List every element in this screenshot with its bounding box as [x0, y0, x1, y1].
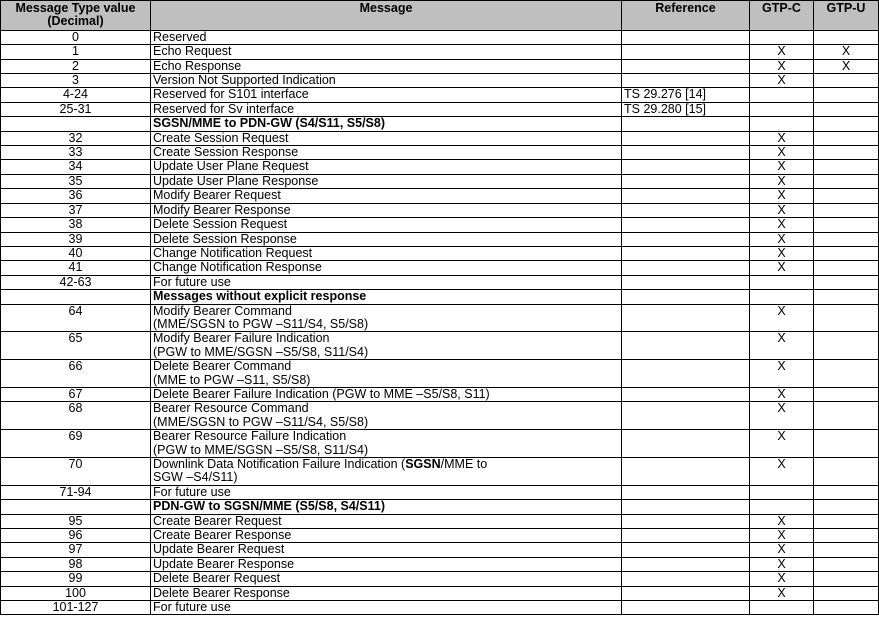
gtp-u-cell [814, 189, 879, 203]
gtp-u-cell: X [814, 45, 879, 59]
reference-cell [622, 45, 750, 59]
gtp-c-cell: X [750, 557, 814, 571]
message-type-cell: 32 [1, 131, 151, 145]
gtp-u-cell [814, 203, 879, 217]
message-cell [151, 160, 622, 174]
gtp-c-cell [750, 275, 814, 289]
message-type-cell: 33 [1, 146, 151, 160]
reference-cell [622, 160, 750, 174]
message-text: Delete Bearer Request [153, 571, 281, 586]
gtp-c-cell: X [750, 131, 814, 145]
gtp-c-cell: X [750, 59, 814, 73]
message-text-line2: SGW –S4/S11) [153, 470, 238, 485]
table-row [1, 332, 879, 360]
header-row [1, 1, 879, 31]
gtp-u-cell [814, 102, 879, 116]
gtp-u-cell [814, 232, 879, 246]
message-cell [151, 485, 622, 499]
message-type-cell: 65 [1, 332, 151, 360]
message-text: Modify Bearer Response [153, 203, 291, 217]
reference-cell [622, 360, 750, 388]
message-cell [151, 360, 622, 388]
gtp-c-cell: X [750, 146, 814, 160]
header-message: Message [151, 1, 622, 31]
message-text: /MME to [440, 457, 488, 471]
gtp-c-cell: X [750, 402, 814, 430]
reference-cell [622, 59, 750, 73]
reference-cell [622, 557, 750, 571]
message-text: Delete Session Response [153, 232, 297, 246]
header-gtp-u: GTP-U [814, 1, 879, 31]
message-text: Change Notification Response [153, 260, 322, 275]
message-type-cell: 35 [1, 174, 151, 188]
table-row [1, 387, 879, 401]
message-cell [151, 586, 622, 600]
gtp-u-cell [814, 387, 879, 401]
message-cell [151, 601, 622, 615]
message-cell [151, 304, 622, 332]
gtp-c-cell: X [750, 529, 814, 543]
table-row [1, 458, 879, 486]
gtp-c-cell: X [750, 332, 814, 360]
reference-cell [622, 572, 750, 586]
header-message-type: Message Type value (Decimal) [1, 1, 151, 31]
gtp-u-cell [814, 402, 879, 430]
gtp-u-cell [814, 586, 879, 600]
gtp-u-cell [814, 543, 879, 557]
message-text: Reserved for Sv interface [153, 102, 295, 116]
message-text: Modify Bearer Failure Indication [153, 331, 330, 346]
message-type-cell: 68 [1, 402, 151, 430]
gtp-c-cell: X [750, 458, 814, 486]
message-type-cell: 66 [1, 360, 151, 388]
section-row [1, 117, 879, 131]
message-text: Echo Request [153, 44, 232, 59]
gtp-u-cell [814, 360, 879, 388]
table-row [1, 74, 879, 88]
message-text: For future use [153, 275, 231, 289]
gtp-u-cell [814, 218, 879, 232]
message-text: Delete Bearer Command [153, 359, 292, 374]
message-text: Update User Plane Response [153, 174, 319, 188]
table-row [1, 601, 879, 615]
reference-cell [622, 261, 750, 275]
header-gtp-c: GTP-C [750, 1, 814, 31]
gtp-c-cell [750, 88, 814, 102]
message-type-cell: 67 [1, 387, 151, 401]
table-row [1, 261, 879, 275]
gtp-u-cell [814, 74, 879, 88]
message-type-cell: 42-63 [1, 275, 151, 289]
message-type-cell: 99 [1, 572, 151, 586]
table-row [1, 59, 879, 73]
gtp-c-cell: X [750, 304, 814, 332]
message-text-line2: (MME to PGW –S11, S5/S8) [153, 372, 311, 387]
message-cell [151, 30, 622, 44]
message-text: For future use [153, 600, 231, 615]
gtp-u-cell [814, 160, 879, 174]
gtp-c-cell [750, 30, 814, 44]
gtp-u-cell [814, 275, 879, 289]
table-row [1, 246, 879, 260]
gtp-u-cell [814, 601, 879, 615]
message-text: Update Bearer Response [153, 557, 295, 571]
message-text: Reserved for S101 interface [153, 87, 309, 102]
reference-cell [622, 290, 750, 304]
table-row [1, 572, 879, 586]
gtp-u-cell [814, 430, 879, 458]
reference-cell [622, 332, 750, 360]
message-text: Delete Bearer Failure Indication (PGW to MME –S5/S8, S11) [153, 387, 490, 401]
message-text: Update Bearer Request [153, 542, 285, 557]
message-type-cell: 100 [1, 586, 151, 600]
message-text: Downlink Data Notification Failure Indication ( [153, 457, 406, 471]
table-row [1, 360, 879, 388]
table-row [1, 203, 879, 217]
message-cell [151, 529, 622, 543]
message-text: Create Bearer Request [153, 514, 282, 528]
message-type-cell: 1 [1, 45, 151, 59]
message-cell [151, 543, 622, 557]
gtp-c-cell: X [750, 203, 814, 217]
message-text: Modify Bearer Command [153, 304, 292, 318]
table-row [1, 218, 879, 232]
reference-cell [622, 246, 750, 260]
reference-cell [622, 74, 750, 88]
message-cell [151, 387, 622, 401]
table-row [1, 304, 879, 332]
gtp-c-cell [750, 117, 814, 131]
table-row [1, 146, 879, 160]
message-type-cell: 4-24 [1, 88, 151, 102]
message-type-cell [1, 117, 151, 131]
message-cell [151, 102, 622, 116]
message-cell [151, 458, 622, 486]
reference-cell: TS 29.276 [14] [622, 88, 750, 102]
gtp-c-cell: X [750, 387, 814, 401]
gtp-u-cell [814, 485, 879, 499]
message-text: SGSN/MME to PDN-GW (S4/S11, S5/S8) [153, 116, 385, 131]
gtp-c-cell: X [750, 232, 814, 246]
table-row [1, 189, 879, 203]
message-cell [151, 275, 622, 289]
message-text: Echo Response [153, 59, 242, 73]
gtp-c-cell: X [750, 189, 814, 203]
message-cell [151, 189, 622, 203]
reference-cell [622, 500, 750, 514]
message-text: Change Notification Request [153, 246, 313, 260]
gtp-u-cell [814, 261, 879, 275]
gtp-c-cell: X [750, 543, 814, 557]
gtp-u-cell [814, 557, 879, 571]
reference-cell [622, 402, 750, 430]
message-text-line2: (MME/SGSN to PGW –S11/S4, S5/S8) [153, 414, 369, 429]
message-text: Update User Plane Request [153, 159, 309, 174]
message-text: Bearer Resource Command [153, 401, 309, 416]
gtp-u-cell [814, 304, 879, 332]
message-text: Reserved [153, 30, 207, 44]
table-row [1, 174, 879, 188]
gtp-c-cell: X [750, 174, 814, 188]
gtp-c-cell: X [750, 218, 814, 232]
message-cell [151, 218, 622, 232]
gtp-u-cell [814, 131, 879, 145]
gtp-c-cell [750, 500, 814, 514]
table-row [1, 543, 879, 557]
message-cell [151, 232, 622, 246]
reference-cell [622, 189, 750, 203]
message-text: Bearer Resource Failure Indication [153, 429, 347, 444]
gtp-c-cell: X [750, 586, 814, 600]
message-type-cell: 41 [1, 261, 151, 275]
message-text: Create Session Response [153, 145, 299, 160]
section-row [1, 290, 879, 304]
table-row [1, 514, 879, 528]
reference-cell [622, 430, 750, 458]
message-type-cell: 25-31 [1, 102, 151, 116]
message-type-cell: 97 [1, 543, 151, 557]
gtp-u-cell [814, 290, 879, 304]
message-type-cell: 34 [1, 160, 151, 174]
gtp-c-cell [750, 102, 814, 116]
gtp-u-cell [814, 117, 879, 131]
message-cell [151, 430, 622, 458]
message-type-cell [1, 500, 151, 514]
table-row [1, 485, 879, 499]
gtp-u-cell [814, 514, 879, 528]
gtp-c-cell [750, 485, 814, 499]
message-type-cell: 101-127 [1, 601, 151, 615]
message-type-cell: 3 [1, 74, 151, 88]
message-type-cell: 96 [1, 529, 151, 543]
message-type-cell [1, 290, 151, 304]
message-text: Messages without explicit response [153, 289, 367, 304]
message-cell [151, 514, 622, 528]
table-row [1, 160, 879, 174]
message-text: PDN-GW to SGSN/MME (S5/S8, S4/S11) [153, 499, 385, 514]
message-text: Version Not Supported Indication [153, 73, 336, 88]
message-cell [151, 332, 622, 360]
message-cell [151, 261, 622, 275]
message-type-cell: 36 [1, 189, 151, 203]
gtp-u-cell [814, 30, 879, 44]
table-row [1, 45, 879, 59]
reference-cell [622, 458, 750, 486]
message-type-cell: 40 [1, 246, 151, 260]
message-cell [151, 557, 622, 571]
gtp-u-cell [814, 88, 879, 102]
table-row [1, 30, 879, 44]
message-type-cell: 0 [1, 30, 151, 44]
table-row [1, 275, 879, 289]
reference-cell: TS 29.280 [15] [622, 102, 750, 116]
message-text-line2: (PGW to MME/SGSN –S5/S8, S11/S4) [153, 442, 369, 457]
gtp-c-cell: X [750, 160, 814, 174]
gtp-u-cell: X [814, 59, 879, 73]
message-cell [151, 246, 622, 260]
message-text-line2: (MME/SGSN to PGW –S11/S4, S5/S8) [153, 316, 369, 331]
reference-cell [622, 218, 750, 232]
message-type-cell: 71-94 [1, 485, 151, 499]
table-row [1, 88, 879, 102]
message-cell [151, 290, 622, 304]
message-text: Create Bearer Response [153, 528, 292, 543]
gtp-u-cell [814, 458, 879, 486]
reference-cell [622, 174, 750, 188]
message-cell [151, 174, 622, 188]
table-body [1, 30, 879, 615]
gtp-c-cell: X [750, 430, 814, 458]
gtp-u-cell [814, 246, 879, 260]
message-type-cell: 64 [1, 304, 151, 332]
gtp-c-cell: X [750, 74, 814, 88]
gtp-c-cell: X [750, 572, 814, 586]
gtp-u-cell [814, 572, 879, 586]
gtp-c-cell: X [750, 360, 814, 388]
gtp-c-cell [750, 290, 814, 304]
message-cell [151, 131, 622, 145]
reference-cell [622, 275, 750, 289]
reference-cell [622, 203, 750, 217]
table-row [1, 430, 879, 458]
gtp-u-cell [814, 146, 879, 160]
message-cell [151, 59, 622, 73]
message-text: Delete Bearer Response [153, 586, 290, 600]
message-type-cell: 95 [1, 514, 151, 528]
message-type-cell: 98 [1, 557, 151, 571]
reference-cell [622, 304, 750, 332]
reference-cell [622, 543, 750, 557]
message-type-cell: 39 [1, 232, 151, 246]
message-type-cell: 70 [1, 458, 151, 486]
gtp-c-cell: X [750, 514, 814, 528]
message-text: For future use [153, 485, 231, 499]
message-type-cell: 2 [1, 59, 151, 73]
message-cell [151, 74, 622, 88]
message-cell [151, 88, 622, 102]
reference-cell [622, 485, 750, 499]
table-row [1, 131, 879, 145]
message-text: Delete Session Request [153, 217, 288, 232]
message-text-bold: SGSN [405, 457, 441, 471]
reference-cell [622, 30, 750, 44]
message-type-cell: 38 [1, 218, 151, 232]
message-cell [151, 117, 622, 131]
gtp-c-cell [750, 601, 814, 615]
reference-cell [622, 131, 750, 145]
gtp-u-cell [814, 332, 879, 360]
header-reference: Reference [622, 1, 750, 31]
gtp-c-cell: X [750, 261, 814, 275]
message-cell [151, 203, 622, 217]
gtp-c-cell: X [750, 45, 814, 59]
gtp-u-cell [814, 529, 879, 543]
message-cell [151, 146, 622, 160]
table-row [1, 586, 879, 600]
reference-cell [622, 387, 750, 401]
table-row [1, 557, 879, 571]
gtp-c-cell: X [750, 246, 814, 260]
reference-cell [622, 146, 750, 160]
message-type-cell: 69 [1, 430, 151, 458]
message-text-line2: (PGW to MME/SGSN –S5/S8, S11/S4) [153, 344, 369, 359]
message-type-cell: 37 [1, 203, 151, 217]
message-cell [151, 45, 622, 59]
reference-cell [622, 529, 750, 543]
table-row [1, 232, 879, 246]
table-row [1, 402, 879, 430]
reference-cell [622, 601, 750, 615]
message-text: Create Session Request [153, 131, 289, 145]
reference-cell [622, 586, 750, 600]
reference-cell [622, 232, 750, 246]
reference-cell [622, 117, 750, 131]
gtp-u-cell [814, 174, 879, 188]
message-cell [151, 572, 622, 586]
message-cell [151, 402, 622, 430]
reference-cell [622, 514, 750, 528]
gtp-u-cell [814, 500, 879, 514]
table-row [1, 529, 879, 543]
section-row [1, 500, 879, 514]
message-text: Modify Bearer Request [153, 188, 281, 203]
message-cell [151, 500, 622, 514]
table-row [1, 102, 879, 116]
